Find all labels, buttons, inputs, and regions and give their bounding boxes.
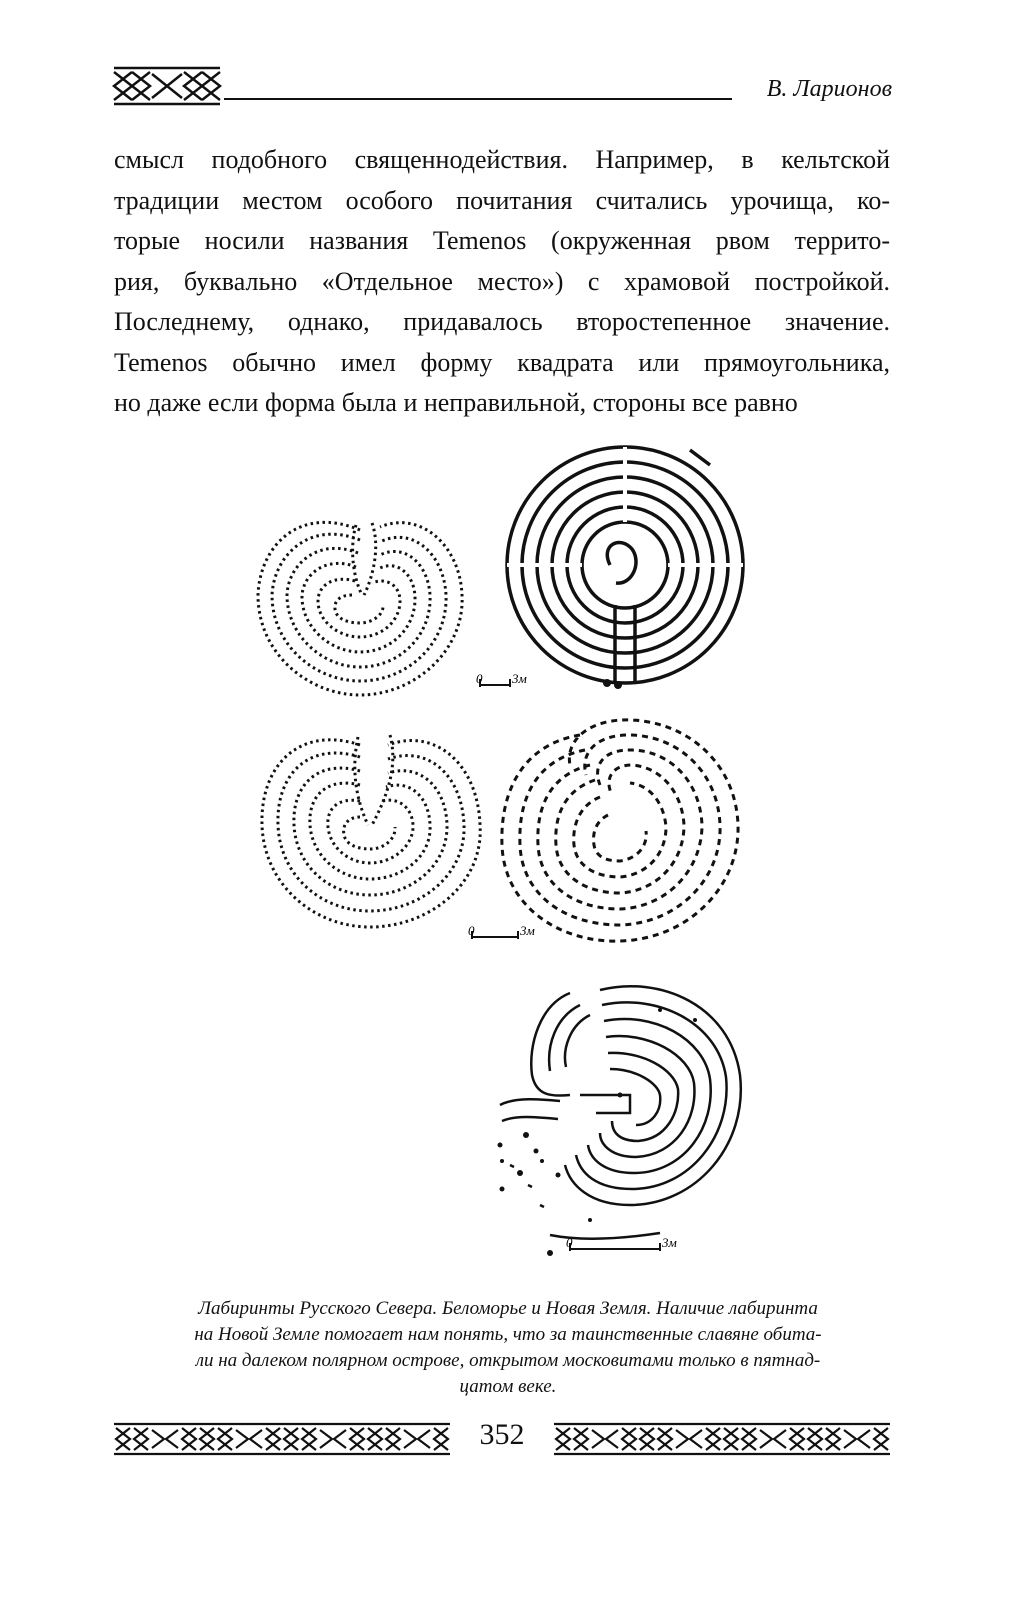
header-ornament-icon [112, 66, 222, 106]
labyrinth-novaya-zemlya [500, 986, 741, 1238]
footer-ornament-left-icon [112, 1422, 452, 1456]
body-line: Последнему, однако, придавалось второстепенное значение. [114, 307, 890, 336]
figure-caption [100, 1296, 916, 1400]
scale-2-zero: 0 [468, 923, 475, 938]
footer-ornament-right-icon [552, 1422, 892, 1456]
caption-line: Лабиринты Русского Севера. Беломорье и Новая Земля. Наличие лабиринта [198, 1298, 818, 1319]
body-line: Temenos обычно имел форму квадрата или прямоугольника, [114, 347, 890, 377]
body-line: торые носили названия Temenos (окруженная рвом террито- [114, 226, 890, 255]
labyrinth-dotted-1 [258, 522, 462, 695]
scale-3-zero: 0 [566, 1235, 573, 1250]
page-number: 352 [479, 1418, 525, 1451]
scale-2-end: 3м [520, 923, 535, 938]
scale-1-end: 3м [512, 671, 527, 686]
labyrinth-figures [240, 445, 780, 1275]
body-line: но даже если форма была и неправильной, стороны все равно [114, 388, 798, 417]
scale-3-end: 3м [662, 1235, 677, 1250]
body-paragraph [114, 140, 890, 424]
scale-bar-3 [570, 1243, 660, 1251]
body-line: рия, буквально «Отдельное место») с храмовой постройкой. [114, 266, 890, 296]
caption-line: ли на далеком полярном острове, открытом московитами только в пятнад- [195, 1350, 821, 1371]
labyrinth-dotted-2 [262, 735, 480, 927]
body-line: традиции местом особого почитания считались урочища, ко- [114, 185, 890, 215]
labyrinth-illustration [240, 445, 780, 1275]
labyrinth-stones [498, 1008, 698, 1256]
caption-line: на Новой Земле помогает нам понять, что за таинственные славяне обита- [194, 1324, 822, 1345]
scale-bar-2 [472, 931, 518, 939]
author-name: В. Ларионов [766, 76, 892, 102]
scale-bar-1 [480, 679, 510, 687]
header-rule [224, 98, 732, 100]
scale-1-zero: 0 [476, 671, 483, 686]
caption-line: цатом веке. [459, 1376, 557, 1397]
running-header [112, 66, 892, 108]
page-footer [112, 1418, 892, 1458]
body-line: смысл подобного священнодействия. Например, в кельтской [114, 145, 890, 174]
labyrinth-chartres [507, 447, 743, 683]
labyrinth-oval [502, 720, 738, 941]
